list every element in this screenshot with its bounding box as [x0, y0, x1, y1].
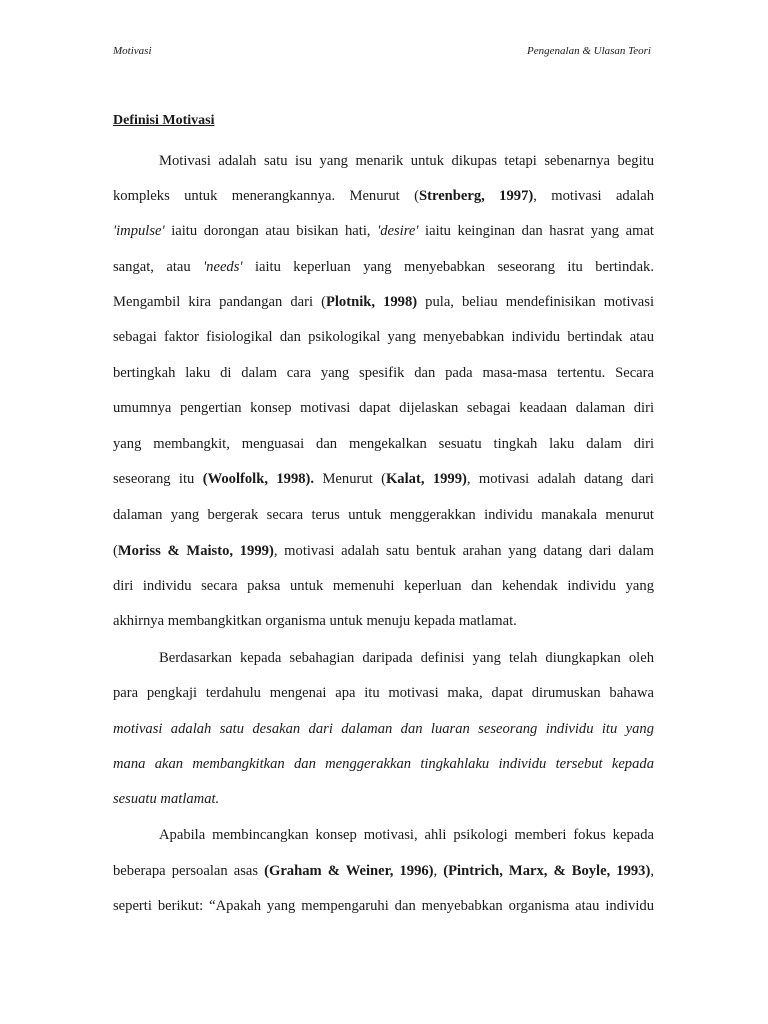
text-line [113, 895, 654, 917]
text-line [113, 540, 654, 562]
text-line [113, 256, 654, 278]
text-segment: yang membangkit, menguasai dan mengekalkan sesuatu tingkah laku dalam diri [113, 436, 654, 452]
text-line [113, 326, 654, 348]
citation: (Pintrich, Marx, & Boyle, 1993) [443, 863, 651, 879]
text-line [113, 468, 654, 490]
emphasis-text: motivasi adalah satu desakan dari dalaman dan luaran seseorang individu itu yang [113, 721, 654, 737]
text-segment: bertingkah laku di dalam cara yang spesifik dan pada masa-masa tertentu. Secara [113, 365, 654, 381]
text-segment: , [650, 863, 654, 879]
text-segment: iaitu keperluan yang menyebabkan seseorang itu bertindak. [242, 259, 654, 275]
text-segment: Apabila membincangkan konsep motivasi, ahli psikologi memberi fokus kepada [159, 827, 654, 843]
text-segment: kompleks untuk menerangkannya. Menurut ( [113, 188, 419, 204]
text-segment: iaitu keinginan dan hasrat yang amat [418, 223, 654, 239]
text-line [113, 575, 654, 597]
text-line [113, 433, 654, 455]
text-segment: sebagai faktor fisiologikal dan psikologikal yang menyebabkan individu bertindak atau [113, 329, 654, 345]
text-line [113, 682, 654, 704]
text-segment: , [433, 863, 444, 879]
emphasis-text: mana akan membangkitkan dan menggerakkan tingkahlaku individu tersebut kepada [113, 756, 654, 772]
emphasis-text: 'impulse' [113, 223, 165, 239]
text-segment: Motivasi adalah satu isu yang menarik untuk dikupas tetapi sebenarnya begitu [159, 153, 654, 169]
text-line [113, 291, 654, 313]
text-line [159, 150, 654, 172]
text-segment: dalaman yang bergerak secara terus untuk menggerakkan individu manakala menurut [113, 507, 654, 523]
text-line [113, 610, 654, 632]
text-segment: seperti berikut: “Apakah yang mempengaruhi dan menyebabkan organisma atau individu [113, 898, 654, 914]
emphasis-text: sesuatu matlamat. [113, 791, 220, 807]
citation: Plotnik, 1998) [325, 294, 418, 310]
text-segment: Mengambil kira pandangan dari ( [113, 294, 326, 310]
text-segment: Menurut ( [314, 471, 386, 487]
text-line [113, 788, 654, 810]
citation: (Woolfolk, 1998). [202, 471, 315, 487]
citation: Kalat, 1999) [385, 471, 467, 487]
text-line [113, 185, 654, 207]
text-segment: seseorang itu [113, 471, 203, 487]
text-segment: iaitu dorongan atau bisikan hati, [164, 223, 378, 239]
text-line [113, 860, 654, 882]
text-line [113, 504, 654, 526]
text-line [113, 220, 654, 242]
text-segment: ( [113, 543, 118, 559]
emphasis-text: 'desire' [377, 223, 419, 239]
text-segment: , motivasi adalah datang dari [466, 471, 654, 487]
text-segment: para pengkaji terdahulu mengenai apa itu motivasi maka, dapat dirumuskan bahawa [113, 685, 654, 701]
text-line [113, 753, 654, 775]
text-segment: sangat, atau [113, 259, 204, 275]
running-header-left: Motivasi [113, 45, 152, 57]
emphasis-text: 'needs' [203, 259, 243, 275]
text-line [113, 718, 654, 740]
text-segment: , motivasi adalah satu bentuk arahan yang datang dari dalam [273, 543, 654, 559]
text-segment: akhirnya membangkitkan organisma untuk menuju kepada matlamat. [113, 613, 517, 629]
citation: Moriss & Maisto, 1999) [117, 543, 274, 559]
running-header-right: Pengenalan & Ulasan Teori [527, 45, 651, 57]
text-segment: Berdasarkan kepada sebahagian daripada definisi yang telah diungkapkan oleh [159, 650, 654, 666]
text-segment: umumnya pengertian konsep motivasi dapat dijelaskan sebagai keadaan dalaman diri [113, 400, 654, 416]
text-line [159, 824, 654, 846]
citation: Strenberg, 1997) [419, 188, 534, 204]
section-heading: Definisi Motivasi [113, 113, 215, 128]
text-segment: diri individu secara paksa untuk memenuhi keperluan dan kehendak individu yang [113, 578, 654, 594]
text-segment: , motivasi adalah [533, 188, 655, 204]
text-segment: beberapa persoalan asas [113, 863, 265, 879]
text-segment: pula, beliau mendefinisikan motivasi [417, 294, 655, 310]
citation: (Graham & Weiner, 1996) [264, 863, 434, 879]
text-line [113, 397, 654, 419]
text-line [113, 362, 654, 384]
text-line [159, 647, 654, 669]
